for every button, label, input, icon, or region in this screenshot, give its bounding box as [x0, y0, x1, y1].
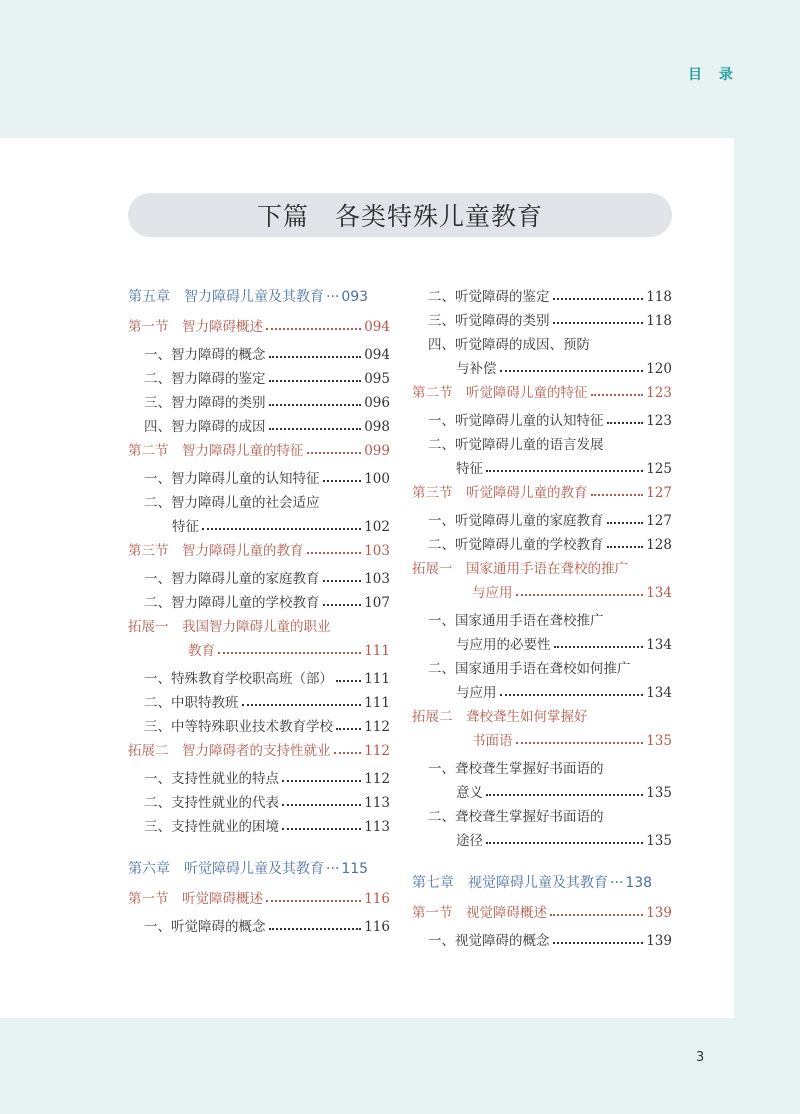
- header-label: 目 录: [688, 67, 739, 83]
- leader-dots: [269, 380, 362, 382]
- toc-item[interactable]: [128, 367, 390, 391]
- toc-entry-title: 第一节 视觉障碍概述: [412, 905, 547, 921]
- leader-dots: [336, 680, 361, 682]
- toc-item-multiline[interactable]: [412, 757, 672, 805]
- toc-page-number: 115: [341, 861, 369, 877]
- toc-page-number: 120: [646, 361, 672, 377]
- toc-entry-title: 第五章 智力障碍儿童及其教育: [128, 289, 324, 305]
- toc-page-number: 103: [364, 543, 390, 559]
- toc-item[interactable]: [412, 929, 672, 953]
- toc-right-column: [412, 285, 672, 953]
- toc-item-multiline[interactable]: [412, 433, 672, 481]
- leader-dots: [500, 694, 644, 696]
- leader-dots: [202, 528, 361, 530]
- toc-entry-title-line2: 与应用: [456, 685, 497, 701]
- toc-item[interactable]: [412, 409, 672, 433]
- toc-entry-title: 四、智力障碍的成因: [144, 419, 266, 435]
- leader-dots: [323, 604, 362, 606]
- toc-page-number: 127: [646, 485, 672, 501]
- toc-page-number: 116: [364, 919, 390, 935]
- toc-item[interactable]: [412, 309, 672, 333]
- toc-entry-title: 三、听觉障碍的类别: [428, 313, 550, 329]
- toc-item[interactable]: [128, 691, 390, 715]
- toc-page-number: 112: [364, 771, 390, 787]
- toc-entry-title: 三、中等特殊职业技术教育学校: [144, 719, 333, 735]
- leader-dots: [323, 480, 362, 482]
- leader-dots: [500, 370, 644, 372]
- toc-item[interactable]: [128, 915, 390, 939]
- toc-section[interactable]: [128, 315, 390, 339]
- leader-dots: [610, 871, 623, 895]
- toc-page-number: 093: [341, 289, 369, 305]
- toc-page-number: 103: [364, 571, 390, 587]
- toc-entry-title-line1: 二、国家通用手语在聋校如何推广: [428, 661, 631, 677]
- toc-entry-title: 二、听觉障碍的鉴定: [428, 289, 550, 305]
- toc-page-number: 138: [625, 875, 653, 891]
- toc-page-number: 094: [364, 319, 390, 335]
- leader-dots: [326, 857, 339, 881]
- toc-entry-title: 三、智力障碍的类别: [144, 395, 266, 411]
- leader-dots: [326, 285, 339, 309]
- leader-dots: [554, 646, 644, 648]
- toc-item-multiline[interactable]: [412, 609, 672, 657]
- toc-section[interactable]: [412, 381, 672, 405]
- toc-entry-title: 第三节 听觉障碍儿童的教育: [412, 485, 588, 501]
- toc-entry-title-line2: 教育: [188, 643, 215, 659]
- leader-dots: [516, 594, 644, 596]
- leader-dots: [553, 942, 644, 944]
- toc-entry-title: 二、智力障碍的鉴定: [144, 371, 266, 387]
- toc-page-number: 123: [646, 413, 672, 429]
- toc-chapter-6[interactable]: [128, 857, 390, 881]
- leader-dots: [323, 580, 362, 582]
- toc-entry-title: 第三节 智力障碍儿童的教育: [128, 543, 304, 559]
- leader-dots: [591, 494, 644, 496]
- leader-dots: [334, 752, 362, 754]
- leader-dots: [607, 546, 644, 548]
- toc-page-number: 134: [646, 637, 672, 653]
- toc-page-number: 127: [646, 513, 672, 529]
- toc-entry-title-line2: 意义: [456, 785, 483, 801]
- toc-page-number: 100: [364, 471, 390, 487]
- leader-dots: [516, 742, 644, 744]
- leader-dots: [269, 404, 362, 406]
- toc-entry-title: 二、中职特教班: [144, 695, 239, 711]
- leader-dots: [553, 298, 644, 300]
- toc-entry-title: 二、听觉障碍儿童的学校教育: [428, 537, 604, 553]
- toc-page-number: 135: [646, 833, 672, 849]
- toc-section[interactable]: [128, 887, 390, 911]
- toc-page-number: 095: [364, 371, 390, 387]
- toc-page-number: 111: [364, 695, 390, 711]
- toc-page-number: 112: [364, 743, 390, 759]
- toc-entry-title: 三、支持性就业的困境: [144, 819, 279, 835]
- part-banner: 下篇 各类特殊儿童教育: [128, 193, 672, 237]
- toc-extension[interactable]: [128, 739, 390, 763]
- toc-entry-title-line1: 二、聋校聋生掌握好书面语的: [428, 809, 604, 825]
- toc-section[interactable]: [128, 439, 390, 463]
- toc-entry-title-line1: 二、智力障碍儿童的社会适应: [144, 495, 320, 511]
- toc-extension-multiline[interactable]: [412, 557, 672, 605]
- toc-entry-title: 第二节 听觉障碍儿童的特征: [412, 385, 588, 401]
- toc-extension-multiline[interactable]: [128, 615, 390, 663]
- toc-entry-title-line1: 拓展一 国家通用手语在聋校的推广: [412, 561, 628, 577]
- toc-page-number: 123: [646, 385, 672, 401]
- leader-dots: [282, 804, 361, 806]
- toc-page-number: 139: [646, 933, 672, 949]
- toc-item[interactable]: [128, 391, 390, 415]
- toc-page-number: 107: [364, 595, 390, 611]
- toc-chapter-7[interactable]: [412, 871, 672, 895]
- toc-item[interactable]: [128, 467, 390, 491]
- toc-page-number: 135: [646, 733, 672, 749]
- toc-item-multiline[interactable]: [412, 333, 672, 381]
- leader-dots: [218, 652, 361, 654]
- leader-dots: [607, 522, 644, 524]
- toc-item[interactable]: [128, 591, 390, 615]
- toc-entry-title: 第一节 智力障碍概述: [128, 319, 263, 335]
- toc-page-number: 098: [364, 419, 390, 435]
- leader-dots: [486, 470, 643, 472]
- toc-page-number: 128: [646, 537, 672, 553]
- toc-entry-title-line1: 二、听觉障碍儿童的语言发展: [428, 437, 604, 453]
- leader-dots: [553, 322, 644, 324]
- toc-entry-title-line2: 与应用的必要性: [456, 637, 551, 653]
- toc-entry-title-line2: 与补偿: [456, 361, 497, 377]
- toc-entry-title: 一、智力障碍儿童的认知特征: [144, 471, 320, 487]
- toc-item[interactable]: [128, 815, 390, 839]
- toc-item[interactable]: [128, 343, 390, 367]
- leader-dots: [486, 842, 643, 844]
- toc-item-multiline[interactable]: [412, 657, 672, 705]
- toc-page-number: 139: [646, 905, 672, 921]
- toc-entry-title: 一、智力障碍的概念: [144, 347, 266, 363]
- toc-item[interactable]: [128, 791, 390, 815]
- leader-dots: [486, 794, 643, 796]
- toc-entry-title: 拓展二 智力障碍者的支持性就业: [128, 743, 331, 759]
- toc-entry-title: 二、支持性就业的代表: [144, 795, 279, 811]
- toc-entry-title-line2: 特征: [456, 461, 483, 477]
- toc-entry-title: 第七章 视觉障碍儿童及其教育: [412, 875, 608, 891]
- toc-entry-title: 第六章 听觉障碍儿童及其教育: [128, 861, 324, 877]
- toc-page-number: 118: [646, 289, 672, 305]
- page-number: 3: [696, 1050, 705, 1065]
- toc-page-number: 113: [364, 795, 390, 811]
- toc-entry-title: 一、特殊教育学校职高班（部）: [144, 671, 333, 687]
- toc-entry-title-line2: 与应用: [472, 585, 513, 601]
- leader-dots: [336, 728, 361, 730]
- toc-page-number: 094: [364, 347, 390, 363]
- toc-section[interactable]: [412, 481, 672, 505]
- toc-entry-title-line1: 拓展一 我国智力障碍儿童的职业: [128, 619, 331, 635]
- toc-extension-multiline[interactable]: [412, 705, 672, 753]
- toc-item[interactable]: [128, 415, 390, 439]
- toc-page-number: 112: [364, 719, 390, 735]
- toc-entry-title-line1: 一、聋校聋生掌握好书面语的: [428, 761, 604, 777]
- toc-page-number: 111: [364, 643, 390, 659]
- toc-page-number: 125: [646, 461, 672, 477]
- toc-page-number: 096: [364, 395, 390, 411]
- toc-entry-title: 一、听觉障碍儿童的家庭教育: [428, 513, 604, 529]
- toc-entry-title: 一、智力障碍儿童的家庭教育: [144, 571, 320, 587]
- leader-dots: [269, 356, 362, 358]
- toc-page-number: 111: [364, 671, 390, 687]
- toc-page-number: 113: [364, 819, 390, 835]
- toc-entry-title-line2: 特征: [172, 519, 199, 535]
- toc-item[interactable]: [412, 285, 672, 309]
- toc-page-number: 134: [646, 585, 672, 601]
- toc-page-number: 134: [646, 685, 672, 701]
- toc-page-number: 116: [364, 891, 390, 907]
- leader-dots: [269, 928, 362, 930]
- leader-dots: [266, 900, 361, 902]
- toc-item-multiline[interactable]: [128, 491, 390, 539]
- toc-entry-title: 第二节 智力障碍儿童的特征: [128, 443, 304, 459]
- leader-dots: [307, 552, 362, 554]
- leader-dots: [550, 914, 643, 916]
- toc-entry-title: 一、听觉障碍的概念: [144, 919, 266, 935]
- toc-item[interactable]: [412, 509, 672, 533]
- toc-page-number: 135: [646, 785, 672, 801]
- toc-page-number: 102: [364, 519, 390, 535]
- leader-dots: [269, 428, 362, 430]
- toc-item[interactable]: [128, 567, 390, 591]
- toc-entry-title-line2: 途径: [456, 833, 483, 849]
- toc-chapter-5[interactable]: [128, 285, 390, 309]
- toc-entry-title-line1: 一、国家通用手语在聋校推广: [428, 613, 604, 629]
- toc-section[interactable]: [412, 901, 672, 925]
- leader-dots: [591, 394, 644, 396]
- toc-section[interactable]: [128, 539, 390, 563]
- toc-entry-title: 第一节 听觉障碍概述: [128, 891, 263, 907]
- leader-dots: [282, 828, 361, 830]
- toc-item[interactable]: [128, 715, 390, 739]
- leader-dots: [266, 328, 361, 330]
- leader-dots: [242, 704, 362, 706]
- toc-entry-title-line1: 四、听觉障碍的成因、预防: [428, 337, 590, 353]
- leader-dots: [282, 780, 361, 782]
- leader-dots: [307, 452, 362, 454]
- toc-entry-title-line1: 拓展二 聋校聋生如何掌握好: [412, 709, 588, 725]
- leader-dots: [607, 422, 644, 424]
- toc-entry-title: 一、视觉障碍的概念: [428, 933, 550, 949]
- toc-entry-title-line2: 书面语: [472, 733, 513, 749]
- toc-left-column: [128, 285, 390, 939]
- toc-entry-title: 一、听觉障碍儿童的认知特征: [428, 413, 604, 429]
- toc-entry-title: 二、智力障碍儿童的学校教育: [144, 595, 320, 611]
- toc-page-number: 118: [646, 313, 672, 329]
- toc-page-number: 099: [364, 443, 390, 459]
- toc-entry-title: 一、支持性就业的特点: [144, 771, 279, 787]
- toc-item[interactable]: [128, 667, 390, 691]
- toc-item[interactable]: [412, 533, 672, 557]
- toc-item[interactable]: [128, 767, 390, 791]
- toc-item-multiline[interactable]: [412, 805, 672, 853]
